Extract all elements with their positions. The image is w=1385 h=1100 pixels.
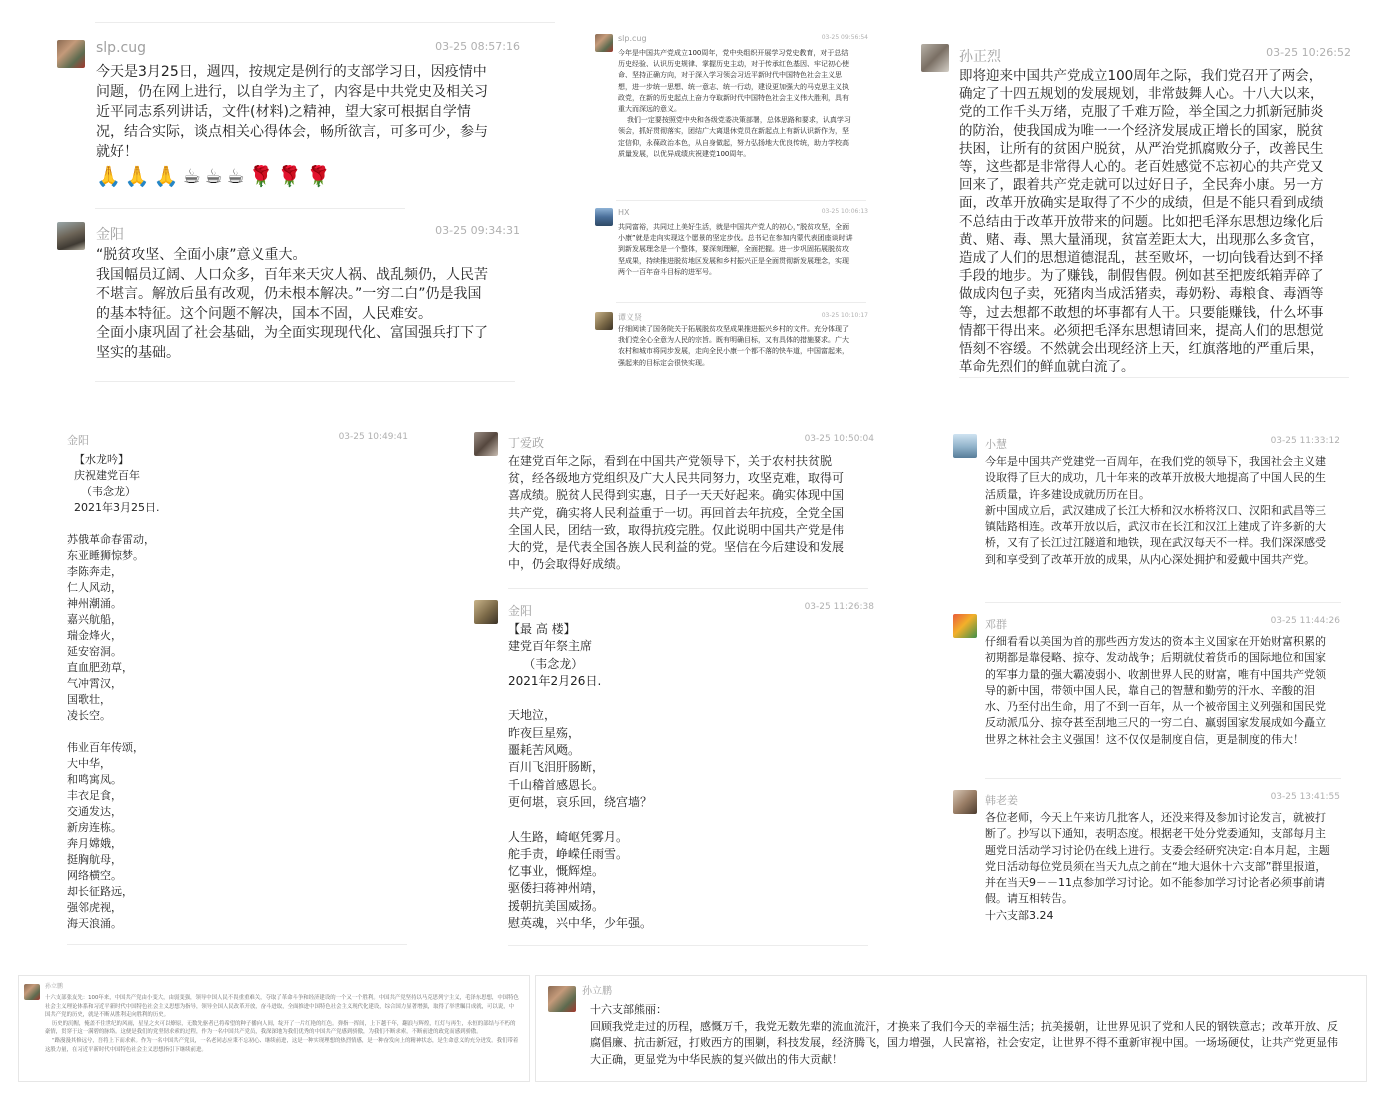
separator [616,200,866,201]
avatar[interactable] [595,34,613,52]
post-content: 在建党百年之际，看到在中国共产党领导下，关于农村扶贫脱贫，经各级地方党组织及广大人民共同努力，攻坚克难，取得可喜成绩。脱贫人民得到实惠，日子一天天好起来。确实体现中国共产党，确实将人民利益重于一切。再回首去年抗疫，全党全国全国人民，团结一致，取得抗疫完胜。仅此说明中国共产党是伟大的党，是代表全国各族人民利益的党。坚信在今后建设和发展中，仍会取得好成绩。 [508,454,845,572]
post-5 [588,308,880,378]
post-content: 仔细看看以美国为首的那些西方发达的资本主义国家在开始财富积累的初期都是靠侵略、掠夺、发动战争；后期就仗着货币的国际地位和国家的军事力量的强大霸凌弱小、收割世界人民的财富，唯有中国共产党领导的新中国，带领中国人民，靠自己的智慧和勤劳的汗水、辛酸的泪水、乃至付出生命，用了不到一百年，从一个被帝国主义列强和国民党反动派瓜分、掠夺甚至刮地三尺的一穷二白、羸弱国家发展成如今矗立世界之林社会主义强国！这不仅仅是制度自信，更是制度的伟大！ [985,635,1326,746]
post-content: 十六支部张友先：100年来，中国共产党由小变大，由弱变强，领导中国人民不畏重重难关，夺取了革命斗争和经济建设的一个又一个胜利。中国共产党坚持以马克思列宁主义，毛泽东思想，中国特色社会主义理论体系和习近平新时代中国特色社会主义思想为指导，领导全国人民改革开放，奋斗进取，全面推进中国特色社会主义现代化建设，综合国力显著增强，取得了举世瞩目成就，可以说，中国共产党的历史，就是不断从胜利走向胜利的历史。 历史的沉帽，掩盖不住世纪的风雨，星星之火可以燎原，无数先驱者已将希望的种子播向人间，绽开了一片红艳的红色。弹指一挥间，上下越千年，翻浪与辉煌，红灯与再生，永恒的部结与不朽的豪情，贯穿于这一满碧的脉络。这便是我们的党坚韧求索的过程，作为一名中国共产党员，我深深地为我们优秀的中国共产党感到骄傲，为我们不断求索，不断前进的政党而感到骄傲。 “路漫漫其修远兮，吾将上下而求索。作为一名中国共产党员，一名老同志应秉不忘初心、继续前进，这是一种实现理想的热烈情感，是一种奋发向上的精神状态，是生命意义的充分迸发。我们带着这股力量，在习近平新时代中国特色社会主义思想指引下继续前进。 [45,995,519,1053]
post-time: 03-25 10:26:52 [1266,46,1351,59]
post-content: 各位老师，今天上午来访几批客人，还没来得及参加讨论发言，就被打断了。抄写以下通知，表明态度。根据老干处分党委通知，支部每月主题党日活动学习讨论仍在线上进行。支委会经研究决定:自本月起，主题党日活动每位党员须在当天九点之前在“地大退休十六支部”群里报道，并在当天9－－11点参加学习讨论。如不能参加学习讨论者必须事前请假。请互相转告。 十六支部3.24 [985,811,1330,922]
post-time: 03-25 10:10:17 [821,312,868,319]
screenshot-panel-5 [466,424,880,948]
screenshot-panel-3 [905,34,1375,384]
post-8 [466,424,880,584]
post-content: 共同富裕，共同过上美好生活，就是中国共产党人的初心，”脱贫攻坚，全面小康”就是走向实现这个愿景的坚定步伐。总书记在参加内蒙代表团座谈时讲到新发展理念是一个整体，要深刻理解，全面把握。进一步巩固拓展脱贫攻坚成果，持续推进脱贫地区发展和乡村振兴正是全面贯彻新发展理念，实现两个一百年奋斗目标的进军号。 [618,223,853,276]
avatar[interactable] [24,984,40,1000]
avatar[interactable] [548,986,576,1012]
post-4 [588,202,880,302]
avatar[interactable] [595,312,613,330]
user-name[interactable]: 丁爱政 [508,436,545,450]
post-time: 03-25 10:06:13 [821,208,868,215]
separator [508,945,868,946]
post-6 [905,34,1375,374]
post-content: 即将迎来中国共产党成立100周年之际，我们党召开了两会，确定了十四五规划的发展规划，非常鼓舞人心。十八大以来，党的工作千头万绪，克服了千难万险，举全国之力抓新冠肺炎的防治，使我国成为唯一一个经济发展成正增长的国家，脱贫扶困，让所有的贫困户脱贫，从严治党抓腐败分子，改善民生等，这些都是非常得人心的。老百姓感觉不忘初心的共产党又回来了，跟着共产党走就可以过好日子，全民奔小康。另一方面，改革开放确实是取得了不少的成绩，但是不能只看到成绩不总结由于改革开放带来的问题。比如把毛泽东思想边缘化后黄、赌、毒、黑大量涌现，贫富差距太大，出现那么多贪官，造成了人们的思想道德混乱，甚至败坏，一切向钱看达到不择手段的地步。为了赚钱，制假售假。例如甚至把废纸箱弄碎了做成肉包子卖，死猪肉当成活猪卖，毒奶粉、毒粮食、毒酒等等，过去想都不敢想的坏事都有人干。只要能赚钱，什么坏事情都干得出来。必须把毛泽东思想请回来，提高人们的思想觉悟刻不容缓。不然就会出现经济上天，红旗落地的严重后果，革命先烈们的鲜血就白流了。 [959,68,1324,376]
post-10 [945,428,1350,598]
separator [616,302,866,303]
post-time: 03-25 11:44:26 [1270,616,1340,626]
post-7 [50,422,420,942]
user-name[interactable]: 金阳 [508,604,533,618]
post-time: 03-25 11:26:38 [804,602,874,612]
avatar[interactable] [57,40,85,68]
screenshot-panel-8 [535,975,1367,1082]
post-content: “脱贫攻坚、全面小康”意义重大。 我国幅员辽阔、人口众多，百年来天灾人祸、战乱频仍，人民苦不堪言。解放后虽有改观，仍未根本解决。”一穷二白”仍是我国的基本特征。这个问题不解决，国本不固，人民难安。 全面小康巩固了社会基础，为全面实现现代化、富国强兵打下了坚实的基础。 [96,247,488,361]
post-time: 03-25 08:57:16 [435,40,520,53]
avatar[interactable] [953,434,977,458]
user-name[interactable]: 邓群 [985,618,1007,631]
avatar[interactable] [57,222,85,250]
screenshot-panel-1 [40,20,560,390]
separator [95,381,515,382]
user-name[interactable]: 金阳 [67,434,89,447]
post-content: 【最 高 楼】 建党百年祭主席 （韦念龙） 2021年2月26日. 天地泣， 昨夜巨星殇， 噩耗苦风飏。 百川飞泪肝肠断， 千山稽首感恩长。 更何堪，哀乐回，绕宫墙？ 人生路，崎岖凭雾月。 舵手责，峥嵘任雨雪。 忆事业，慨辉煌。 驱倭扫蒋神州靖， 援朝抗美国威扬。 慰英魂，兴中华，少年强。 [508,622,653,931]
user-name[interactable]: 谭义贤 [618,313,642,322]
separator [95,208,405,209]
avatar[interactable] [921,44,949,72]
separator [959,377,1349,378]
user-name[interactable]: slp.cug [96,40,146,56]
avatar[interactable] [474,600,498,624]
emoji-row: 🙏🙏🙏☕☕☕🌹🌹🌹 [96,164,336,188]
avatar[interactable] [953,614,977,638]
screenshot-panel-4 [50,422,420,950]
post-9 [466,592,880,942]
post-12 [945,784,1350,934]
user-name[interactable]: 孙立鹏 [45,983,64,990]
post-3 [588,28,880,198]
screenshot-panel-2 [588,28,880,380]
post-content: 今天是3月25日，週四，按规定是例行的支部学习日，因疫情中问题，仍在网上进行，以自学为主了，内容是中共党史及相关习近平同志系列讲话，文件(材料)之精神，望大家可根据自学情况，结合实际，谈点相关心得体会，畅所欲言，可多可少，参与就好！ [96,64,488,160]
user-name[interactable]: 金阳 [96,227,124,243]
avatar[interactable] [474,432,498,456]
post-2 [40,210,560,385]
post-1 [40,20,560,220]
user-name[interactable]: 孙正烈 [959,49,1001,65]
separator [67,944,407,945]
post-content: 今年是中国共产党成立100周年，党中央组织开展学习党史教育，对于总结历史经验、认识历史规律、掌握历史主动，对于传承红色基因、牢记初心使命、坚持正确方向，对于深入学习领会习近平新时代中国特色社会主义思想，进一步统一思想、统一意志、统一行动，建设更加强大的马克思主义执政党，在新的历史起点上奋力夺取新时代中国特色社会主义伟大胜利，具有重大而深远的意义。 我们一定要按照党中央和各级党委决策部署，总体思路和要求，认真学习领会，抓好贯彻落实，团结广大离退休党员在新起点上有新认识新作为，坚定信仰，永葆政治本色，从自身做起，努力弘扬地大优良传统，助力学校高质量发展，以优异成绩庆祝建党100周年。 [618,49,851,158]
user-name[interactable]: HX [618,208,630,217]
screenshot-panel-6 [945,428,1350,944]
post-time: 03-25 10:50:04 [804,434,874,444]
user-name[interactable]: 小慧 [985,438,1007,451]
separator [985,778,1341,779]
separator [985,602,1341,603]
post-content: 今年是中国共产党建党一百周年，在我们党的领导下，我国社会主义建设取得了巨大的成功，几十年来的改革开放极大地提高了中国人民的生活质量，许多建设成就历历在目。 新中国成立后，武汉建成了长江大桥和汉水桥将汉口、汉阳和武昌等三镇陆路相连。改革开放以后，武汉市在长江和汉江上建成了许多新的大桥，又有了长江过江隧道和地铁，现在武汉每天不一样。我们深深感受到和享受到了改革开放的成果，从内心深处拥护和爱戴中国共产党。 [985,455,1326,566]
post-time: 03-25 10:49:41 [338,432,408,442]
separator [508,588,868,589]
post-11 [945,608,1350,778]
post-time: 03-25 09:34:31 [435,224,520,237]
avatar[interactable] [595,208,613,226]
post-content: 【水龙吟】 庆祝建党百年 （韦念龙） 2021年3月25日. 苏俄革命春雷动， 东亚睡狮惊梦。 李陈奔走， 仁人风动， 神州潮涌。 嘉兴航船， 瑞金烽火， 延安窑洞。 直血肥劲草， 气冲霄汉， 国歌壮， 凌长空。 伟业百年传颂， 大中华， 和鸣寓凤。 丰衣足食， 交通发达， 新房连栋。 奔月嫦娥， 挺胸航母， 网络横空。 却长征路远， 强邻虎视， 海天浪涌。 [67,453,160,930]
post-time: 03-25 09:56:54 [821,34,868,41]
post-content: 仔细阅读了国务院关于拓展脱贫攻坚成果推进振兴乡村的文件。充分体现了我们党全心全意为人民的宗旨。既有明确目标，又有具体的措施要求。广大农村和城市将同步发展，走向全民小康一个都不落的快车道，中国富起来，强起来的目标定会很快实现。 [618,325,849,367]
avatar[interactable] [953,790,977,814]
post-time: 03-25 13:41:55 [1270,792,1340,802]
user-name[interactable]: 孙立鹏 [582,986,612,997]
post-content: 十六支部熊丽： 回顾我党走过的历程，感慨万千，我党无数先辈的流血流汗，才换来了我们今天的幸福生活；抗美援朝，让世界见识了党和人民的钢铁意志；改革开放、反腐倡廉、抗击新冠，打败西方的围剿，科技发展，经济腾飞，国力增强，人民富裕，社会安定，让世界不得不重新审视中国。一场场硬仗，让共产党更显伟大正确，更显党为中华民族的复兴做出的伟大贡献！ [590,1003,1338,1066]
user-name[interactable]: 韩老姜 [985,794,1018,807]
post-time: 03-25 11:33:12 [1270,436,1340,446]
user-name[interactable]: slp.cug [618,34,647,43]
screenshot-panel-7 [18,975,530,1082]
